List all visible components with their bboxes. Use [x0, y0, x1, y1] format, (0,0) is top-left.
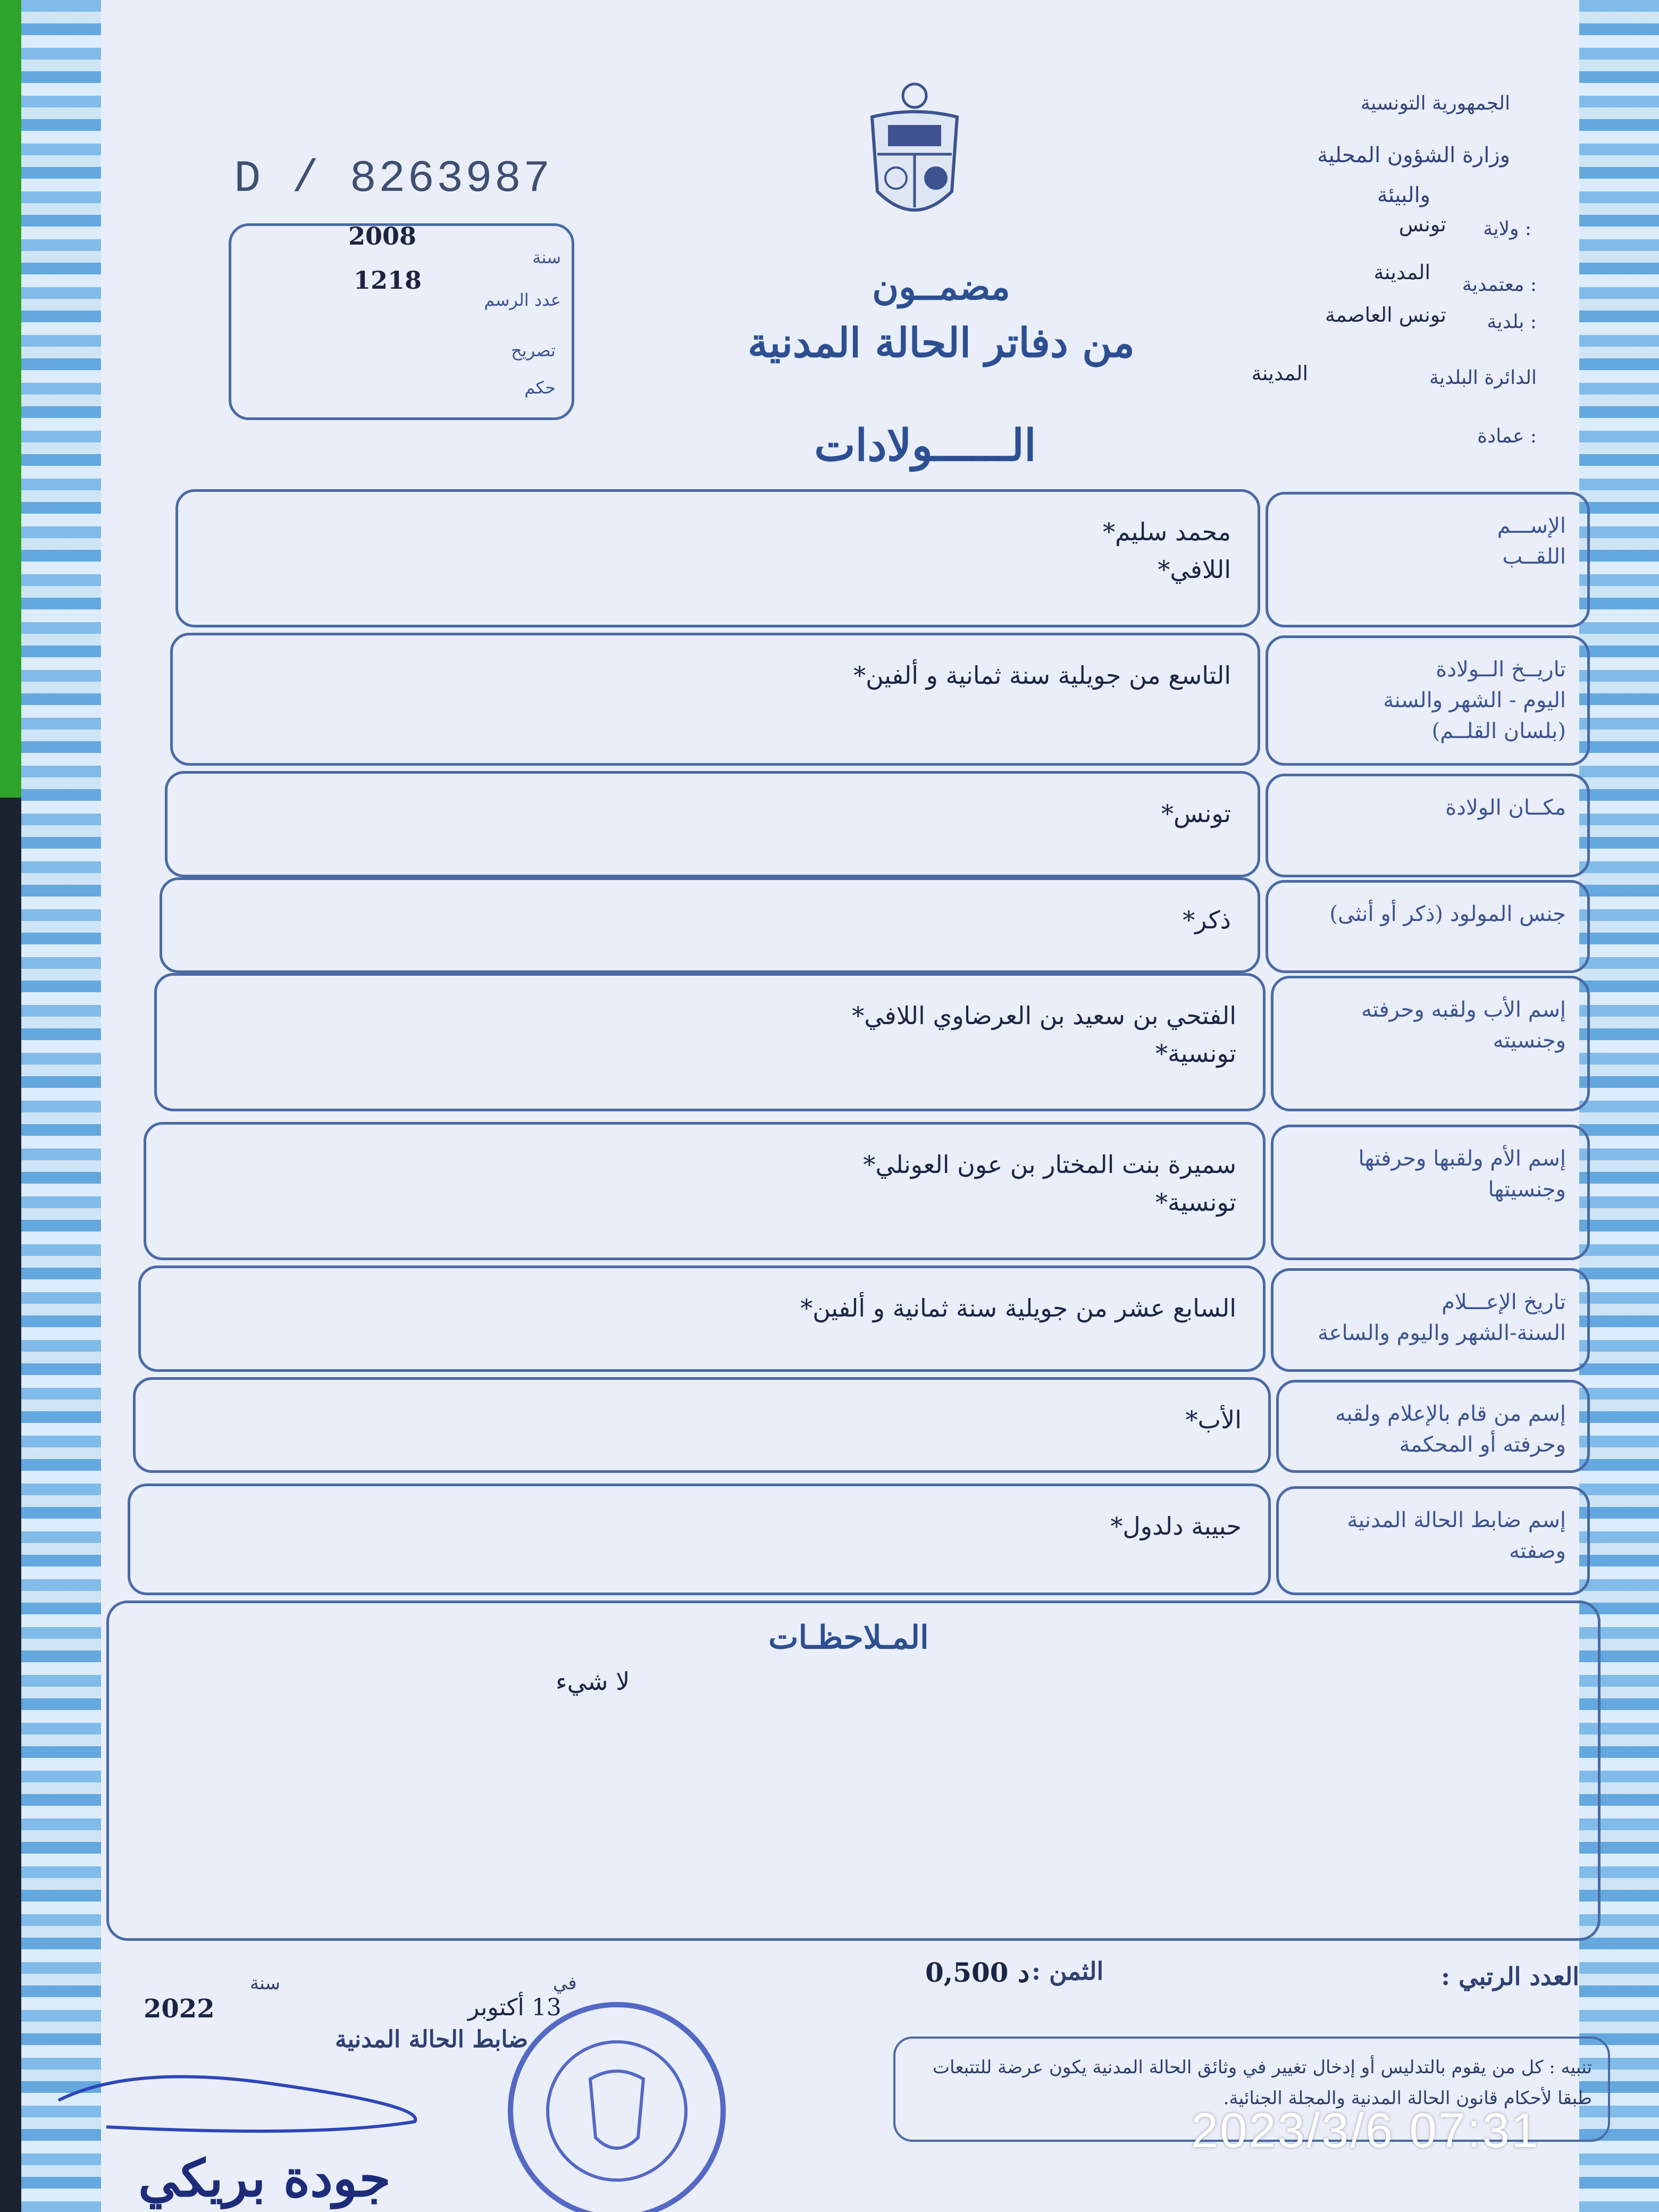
- field-value-text: [1103, 513, 1231, 589]
- field-label-box: [1271, 976, 1590, 1111]
- footer-price-label: الثمن :: [1032, 1957, 1104, 1985]
- field-value-box: [133, 1377, 1271, 1473]
- field-label-text: [1497, 510, 1566, 572]
- field-label-text: [1445, 792, 1566, 823]
- footer-serial-label: العدد الرتبي :: [1441, 1962, 1579, 1991]
- field-value-line: محمد سليم*: [1103, 517, 1231, 546]
- field-value-box: [160, 877, 1260, 973]
- field-label-line: إسم من قام بالإعلام ولقبه: [1335, 1402, 1566, 1426]
- footer-year-label: سنة: [250, 1973, 280, 1994]
- field-value-line: اللافي*: [1158, 555, 1231, 584]
- district-value: المدينة: [1251, 362, 1308, 385]
- field-label-line: وصفته: [1509, 1539, 1566, 1563]
- footer-date-value: 13 أكتوبر: [468, 1994, 562, 2021]
- governorate-label: ولاية :: [1483, 218, 1531, 240]
- footer-date-in-label: في: [553, 1973, 577, 1994]
- field-label-box: [1271, 1268, 1590, 1372]
- field-label-line: إسم الأم ولقبها وحرفتها: [1358, 1146, 1566, 1171]
- field-label-line: وجنسيته: [1493, 1028, 1566, 1053]
- field-label-line: مكــان الولادة: [1445, 795, 1566, 820]
- field-label-line: اليوم - الشهر والسنة: [1383, 688, 1566, 713]
- imada-label: عمادة :: [1477, 425, 1537, 447]
- field-label-text: [1359, 1143, 1566, 1205]
- header-ministry: وزارة الشؤون المحلية: [1317, 143, 1510, 167]
- field-value-box: [144, 1122, 1266, 1260]
- reference-judgment-label: حكم: [524, 378, 556, 398]
- field-value-text: [1186, 1401, 1242, 1439]
- reference-year-label: سنة: [532, 247, 561, 267]
- field-value-line: سميرة بنت المختار بن عون العونلي*: [863, 1150, 1236, 1179]
- reference-number-label: عدد الرسم: [484, 290, 561, 310]
- field-value-line: السابع عشر من جويلية سنة ثمانية و ألفين*: [800, 1294, 1236, 1322]
- field-label-line: إسم ضابط الحالة المدنية: [1347, 1508, 1566, 1532]
- field-value-line: حبيبة دلدول*: [1110, 1512, 1242, 1540]
- camera-timestamp: 2023/3/6 07:31: [1191, 2104, 1540, 2158]
- official-stamp-icon: [479, 1978, 755, 2212]
- field-value-text: [800, 1289, 1236, 1327]
- field-value-text: [863, 1146, 1236, 1222]
- field-value-box: [138, 1266, 1266, 1372]
- field-label-line: تاريــخ الــولادة: [1436, 657, 1566, 682]
- field-label-box: [1266, 774, 1590, 877]
- field-value-text: [852, 997, 1236, 1073]
- district-label: الدائرة البلدية: [1429, 367, 1537, 389]
- footer-price-value: 0,500 د: [925, 1957, 1030, 1988]
- field-value-box: [128, 1484, 1271, 1595]
- field-label-line: (بلسان القلــم): [1431, 719, 1566, 743]
- title-civil-registers: من دفاتر الحالة المدنية: [748, 319, 1135, 366]
- municipality-value: تونس العاصمة: [1325, 303, 1446, 326]
- field-label-text: [1318, 1287, 1566, 1348]
- shop-brand-text: جودة بريكي: [138, 2148, 391, 2208]
- field-label-text: [1347, 1505, 1566, 1566]
- title-births: الــــــولادات: [814, 420, 1036, 471]
- field-value-text: [1183, 901, 1231, 939]
- field-label-line: وجنسيتها: [1488, 1177, 1566, 1202]
- field-value-line: الفتحي بن سعيد بن العرضاوي اللافي*: [852, 1001, 1236, 1030]
- field-value-line: تونس*: [1161, 799, 1231, 828]
- header-ministry-line2: والبيئة: [1377, 183, 1430, 207]
- reference-box: [229, 223, 574, 420]
- reference-year-value: 2008: [348, 222, 417, 250]
- field-value-text: [1110, 1507, 1242, 1545]
- footer-officer-label: ضابط الحالة المدنية: [335, 2026, 529, 2053]
- field-value-line: تونسية*: [1155, 1039, 1236, 1068]
- reference-declaration-label: تصريح: [511, 340, 556, 361]
- field-label-line: السنة-الشهر واليوم والساعة: [1318, 1321, 1566, 1345]
- field-label-text: [1335, 1398, 1566, 1460]
- field-label-line: اللقــب: [1502, 544, 1566, 569]
- warning-text: تنبيه : كل من يقوم بالتدليس أو إدخال تغيير في وثائق الحالة المدنية يكون عرضة للتتبعات طبقا لأحكام قانون الحالة المدنية والمجلة الجنائية.: [933, 2057, 1592, 2109]
- governorate-value: تونس: [1398, 213, 1446, 236]
- field-label-box: [1266, 492, 1590, 627]
- field-value-line: التاسع من جويلية سنة ثمانية و ألفين*: [853, 661, 1231, 690]
- field-value-text: [853, 657, 1231, 694]
- field-label-text: [1383, 654, 1566, 747]
- field-value-box: [154, 973, 1266, 1111]
- field-value-line: تونسية*: [1155, 1188, 1236, 1217]
- notes-title: المـلاحظـات: [768, 1619, 929, 1656]
- delegation-value: المدينة: [1373, 261, 1430, 284]
- field-label-line: جنس المولود (ذكر أو أنثى): [1329, 902, 1566, 926]
- field-label-box: [1271, 1125, 1590, 1260]
- serial-number: D / 8263987: [234, 154, 552, 205]
- decorative-border-left: [21, 0, 101, 2212]
- municipality-label: بلدية :: [1487, 311, 1537, 333]
- delegation-label: معتمدية :: [1462, 274, 1537, 296]
- field-value-box: [170, 633, 1260, 766]
- field-value-box: [175, 489, 1260, 627]
- field-label-box: [1266, 635, 1590, 766]
- notes-box: [106, 1601, 1601, 1941]
- signature-icon: [53, 2052, 479, 2148]
- field-label-line: الإســـم: [1497, 514, 1566, 538]
- title-extract: مضمــون: [872, 266, 1010, 308]
- field-label-box: [1266, 880, 1590, 973]
- field-label-line: وحرفته أو المحكمة: [1399, 1432, 1566, 1457]
- field-value-box: [165, 771, 1260, 877]
- field-label-box: [1276, 1486, 1590, 1595]
- footer-year-value: 2022: [144, 1994, 215, 2024]
- reference-number-value: 1218: [354, 266, 422, 295]
- field-value-text: [1161, 795, 1231, 833]
- field-label-line: تاريخ الإعـــلام: [1442, 1290, 1566, 1314]
- header-republic: الجمهورية التونسية: [1360, 93, 1510, 114]
- tunisia-coat-of-arms-icon: [856, 80, 973, 234]
- field-value-line: ذكر*: [1183, 906, 1231, 934]
- field-value-line: الأب*: [1185, 1405, 1242, 1434]
- field-label-text: [1361, 994, 1566, 1056]
- notes-value: لا شيء: [556, 1667, 630, 1696]
- field-label-box: [1276, 1380, 1590, 1473]
- field-label-line: إسم الأب ولقبه وحرفته: [1361, 998, 1566, 1022]
- certificate-sheet: [21, 0, 1659, 2212]
- field-label-text: [1329, 899, 1566, 929]
